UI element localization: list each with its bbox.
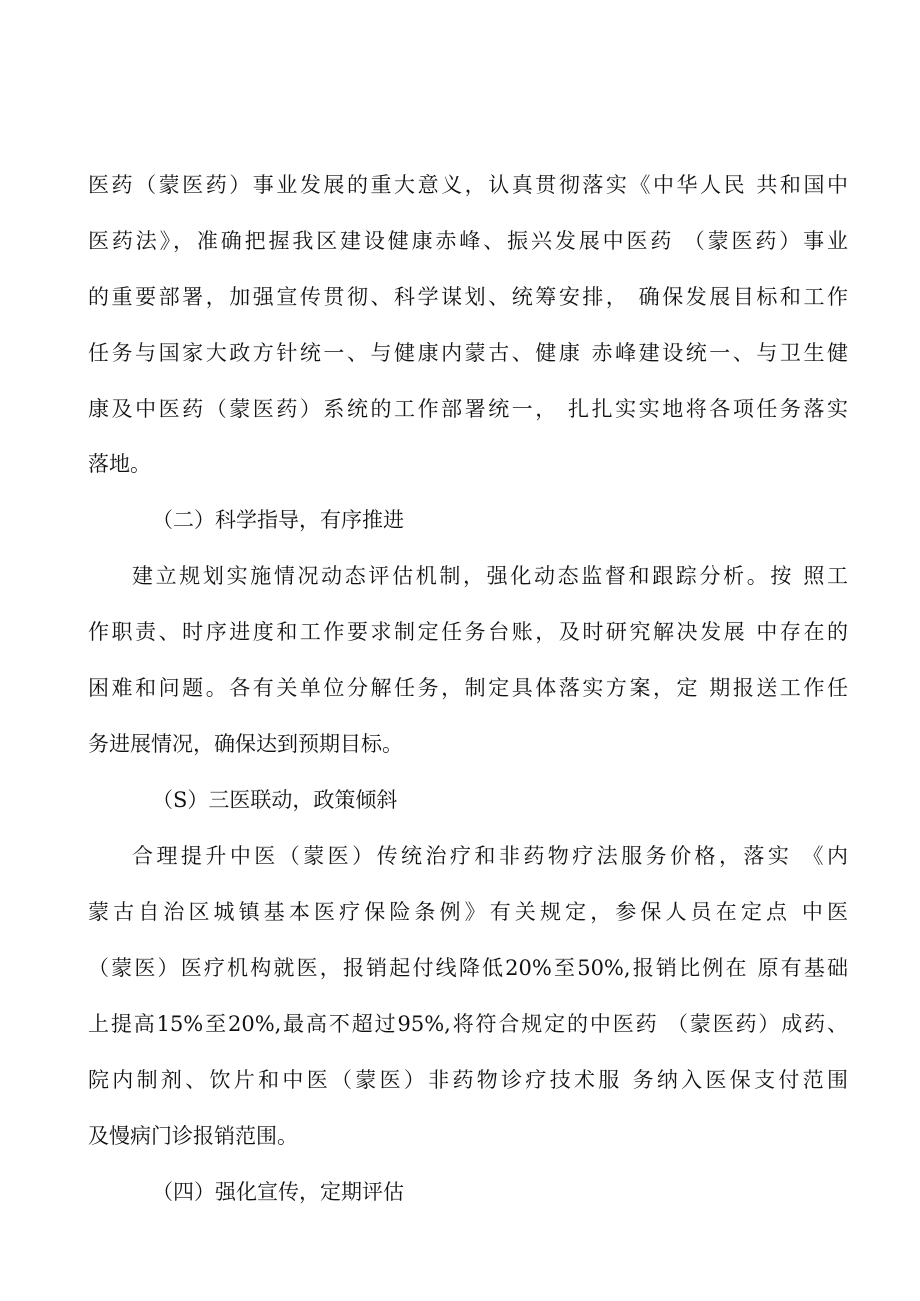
- paragraph-3-line-5: 院内制剂、饮片和中医（蒙医）非药物诊疗技术服 务纳入医保支付范围: [88, 1068, 848, 1092]
- paragraph-1-line-2: 医药法》，准确把握我区建设健康赤峰、振兴发展中医药 （蒙医药）事业: [88, 229, 848, 253]
- paragraph-2-line-1: 建立规划实施情况动态评估机制，强化动态监督和跟踪分析。按 照工: [132, 564, 848, 588]
- paragraph-3-line-4: 上提高15%至20%,最高不超过95%,将符合规定的中医药 （蒙医药）成药、: [88, 1012, 848, 1036]
- paragraph-2-line-2: 作职责、时序进度和工作要求制定任务台账，及时研究解决发展 中存在的: [88, 620, 848, 644]
- paragraph-1-line-3: 的重要部署，加强宣传贯彻、科学谋划、统筹安排， 确保发展目标和工作: [88, 285, 848, 309]
- paragraph-2-line-4: 务进展情况，确保达到预期目标。: [88, 732, 403, 756]
- paragraph-3-line-2: 蒙古自治区城镇基本医疗保险条例》有关规定，参保人员在定点 中医: [88, 900, 848, 924]
- section-heading-2: （二）科学指导，有序推进: [152, 508, 404, 532]
- paragraph-2-line-3: 困难和问题。各有关单位分解任务，制定具体落实方案，定 期报送工作任: [88, 676, 848, 700]
- paragraph-1-line-1: 医药（蒙医药）事业发展的重大意义，认真贯彻落实《中华人民 共和国中: [88, 173, 848, 197]
- section-heading-4: （四）强化宣传，定期评估: [152, 1180, 404, 1204]
- paragraph-1-line-6: 落地。: [88, 452, 151, 476]
- paragraph-1-line-5: 康及中医药（蒙医药）系统的工作部署统一， 扎扎实实地将各项任务落实: [88, 397, 848, 421]
- paragraph-1-line-4: 任务与国家大政方针统一、与健康内蒙古、健康 赤峰建设统一、与卫生健: [88, 341, 848, 365]
- paragraph-3-line-3: （蒙医）医疗机构就医，报销起付线降低20%至50%,报销比例在 原有基础: [88, 956, 848, 980]
- section-heading-3: （S）三医联动，政策倾斜: [152, 788, 398, 812]
- paragraph-3-line-6: 及慢病门诊报销范围。: [88, 1124, 298, 1148]
- paragraph-3-line-1: 合理提升中医（蒙医）传统治疗和非药物疗法服务价格，落实 《内: [132, 844, 848, 868]
